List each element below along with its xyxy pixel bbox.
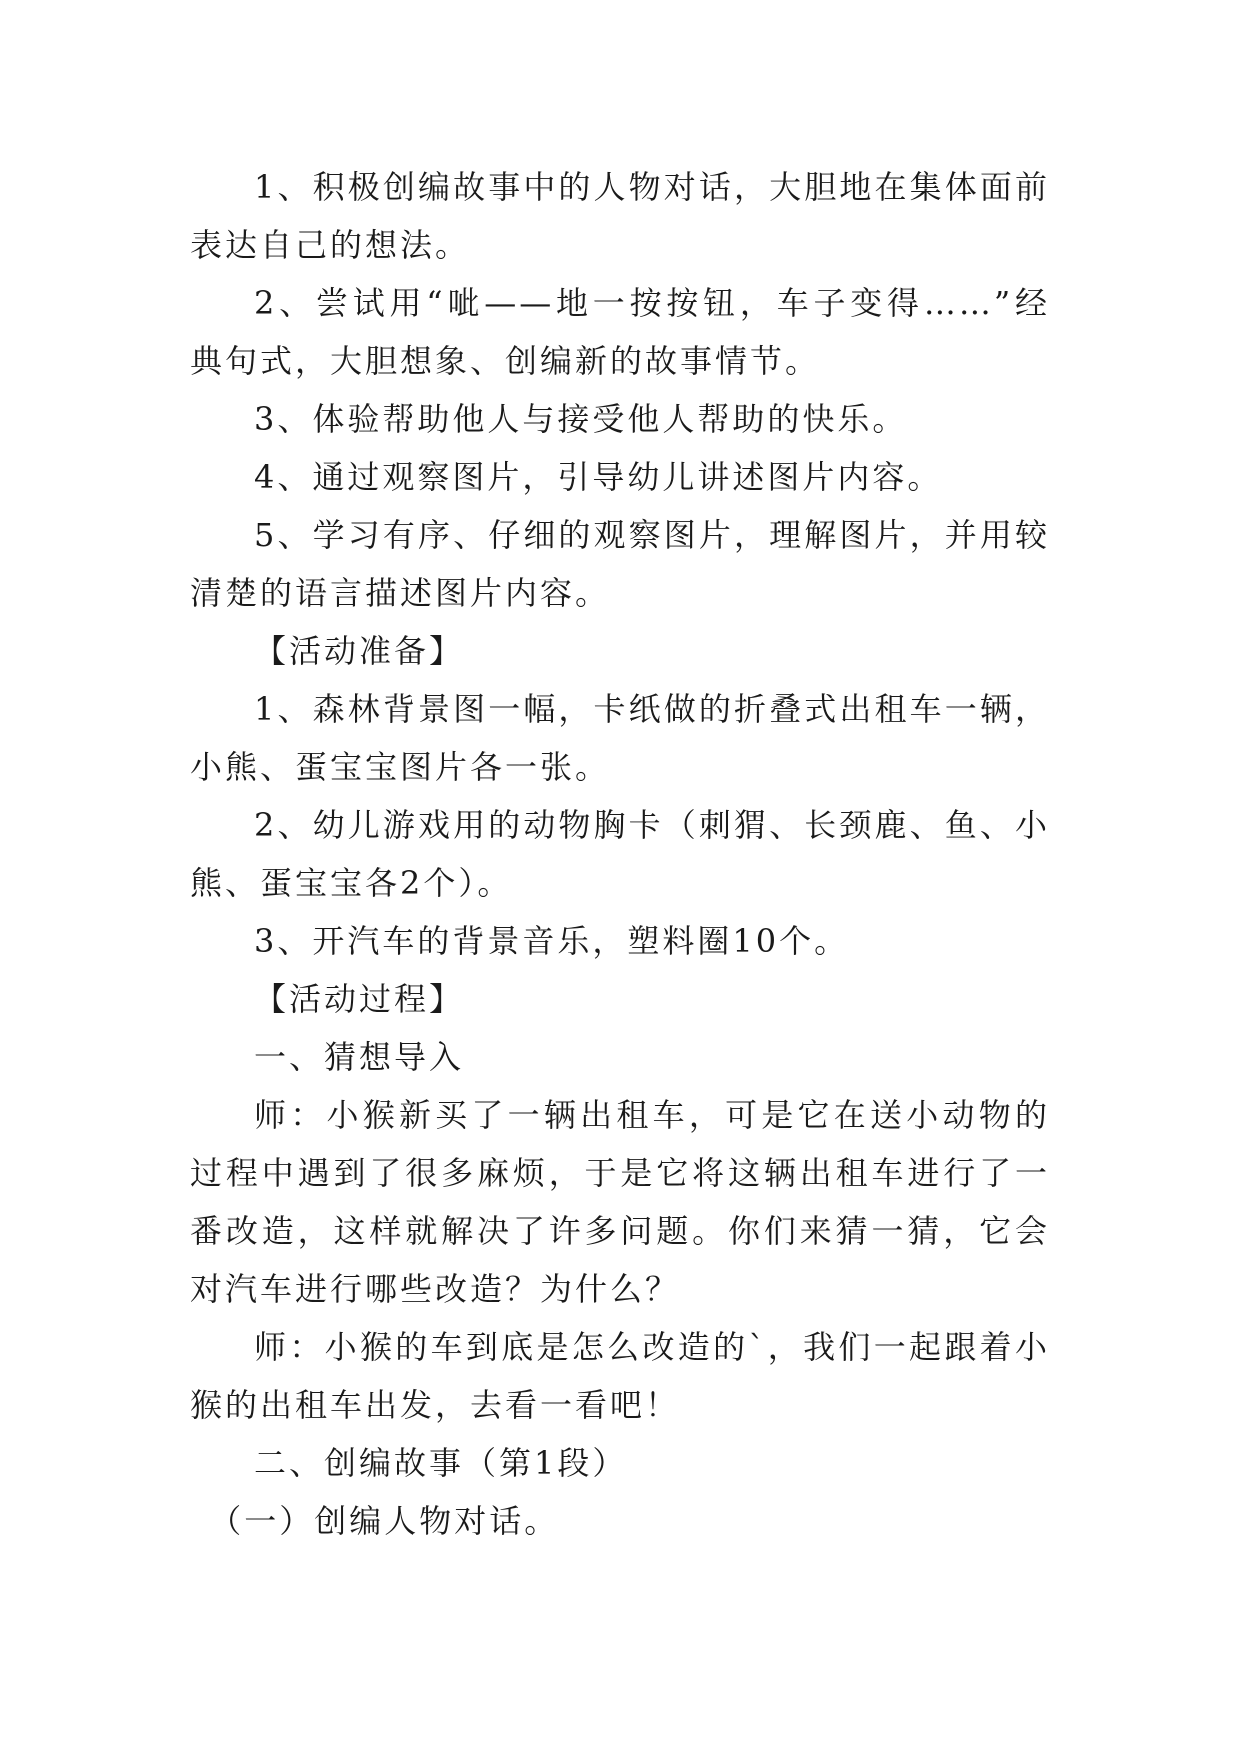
preparation-3: 3、开汽车的背景音乐，塑料圈10个。 [254,922,850,960]
section-heading-process: 【活动过程】 [254,980,465,1018]
preparation-1: 1、森林背景图一幅，卡纸做的折叠式出租车一辆，小熊、蛋宝宝图片各一张。 [190,690,1050,786]
goal-5: 5、学习有序、仔细的观察图片，理解图片，并用较清楚的语言描述图片内容。 [190,516,1050,612]
section-heading-preparation: 【活动准备】 [254,632,465,670]
preparation-2: 2、幼儿游戏用的动物胸卡（刺猬、长颈鹿、鱼、小熊、蛋宝宝各2个）。 [190,806,1050,902]
step-heading-2: 二、创编故事（第1段） [254,1444,628,1482]
teacher-line-2: 师：小猴的车到底是怎么改造的`，我们一起跟着小猴的出租车出发，去看一看吧！ [190,1328,1050,1424]
document-body [190,158,1050,1550]
goal-1: 1、积极创编故事中的人物对话，大胆地在集体面前表达自己的想法。 [190,168,1050,264]
goal-3: 3、体验帮助他人与接受他人帮助的快乐。 [254,400,908,438]
goal-4: 4、通过观察图片，引导幼儿讲述图片内容。 [254,458,943,496]
teacher-line-1: 师：小猴新买了一辆出租车，可是它在送小动物的过程中遇到了很多麻烦，于是它将这辆出租车进行了一番改造，这样就解决了许多问题。你们来猜一猜，它会对汽车进行哪些改造？为什么？ [190,1096,1050,1308]
sub-step-heading-1: （一）创编人物对话。 [209,1502,560,1540]
step-heading-1: 一、猜想导入 [254,1038,465,1076]
goal-2: 2、尝试用“呲——地一按按钮，车子变得……”经典句式，大胆想象、创编新的故事情节。 [190,284,1050,380]
